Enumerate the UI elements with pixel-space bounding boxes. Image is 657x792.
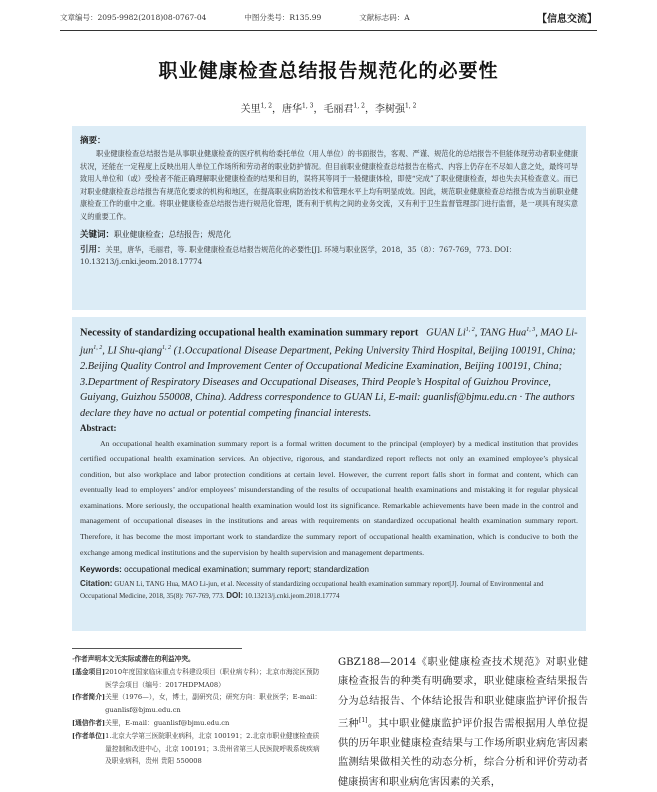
paper-title: 职业健康检查总结报告规范化的必要性	[158, 60, 499, 82]
english-citation-label: Citation:	[80, 579, 113, 589]
footnote-bio	[72, 691, 324, 717]
body-text-part: GBZ188—2014《职业健康检查技术规范》对职业健康检查报告的种类有明确要求，职业健康检查结果报告分为总结报告、个体结论报告和职业健康监护评价报告三种	[338, 657, 588, 730]
english-author: MAO Li-jun	[80, 327, 578, 357]
author-affiliation: 1, 2	[162, 345, 172, 352]
english-author: LI Shu-qiang	[107, 345, 163, 357]
author-affiliation: 1, 3	[302, 102, 314, 110]
document-code: 文献标志码：A	[359, 12, 410, 22]
english-citation-line	[80, 578, 578, 602]
author-affiliation: 1, 2	[404, 102, 417, 110]
footnote-affiliation	[72, 730, 324, 768]
english-abstract-box	[72, 317, 586, 631]
bio-label: [作者简介]	[72, 693, 106, 702]
page-header	[60, 8, 597, 31]
author-name: 关里	[240, 104, 261, 115]
fund-text: 2010年度国家临床重点专科建设项目（职业病专科）；北京市海淀区预防医学会项目（编号：2017HDPMA08）	[105, 667, 320, 689]
conflict-declaration: ·作者声明本文无实际或潜在的利益冲突。	[72, 655, 195, 663]
abstract-text: 职业健康检查总结报告是从事职业健康检查的医疗机构给委托单位（用人单位）的书面报告，客观、严谨、规范化的总结报告不但能体现劳动者职业健康状况，还能在一定程度上反映出用人单位工作场所和劳动者的职业防护情况。但目前职业健康检查总结报告在格式、内容上仍存在不尽如人意之处，最终可导致用人单位和（或）受检者不能正确理解职业健康检查的结果和目的，误将其等同于一般健康体检，即使“完成”了职业健康检查，却也失去其检查意义。而已对职业健康检查总结报告有规范化要求的机构和地区，在提高职业病防治技术和管理水平上均有明显成效。因此，规范职业健康检查总结报告成为当前职业健康检查工作的重中之重。将职业健康检查总结报告进行规范化管理，既有利于机构之间的业务交流，又有利于卫生监督管理部门进行监督，是一项具有现实意义的重要工作。	[80, 149, 578, 221]
footnote-divider	[72, 648, 242, 649]
section-label: 【信息交流】	[537, 13, 597, 25]
english-heading: Necessity of standardizing occupational health examination summary report GUAN Li$^{1, 2}$, TANG Hua$^{1, 3}$, MAO Li-jun$^{1, 2}$, LI Shu-qiang$^{1, 2}$ (1.Occupational Disease Department, Peking University Third Hospital, Beijing 100191, China; 2.Beijing Quality Control and Improvement Center of Occupational Medicine Examination, Beijing 100191, China; 3.Department of Respiratory Diseases and Occupational Diseases, Third People’s Hospital of Guizhou Province, Guiyang, Guizhou 550008, China). Address correspondence to GUAN Li, E-mail: guanlisf@bjmu.edu.cn · The authors declare they have no actual or potential competing financial interests.	[80, 327, 578, 419]
correspondence-label: [通信作者]	[72, 718, 106, 727]
english-affiliations: (1.Occupational Disease Department, Peking University Third Hospital, Beijing 100191, China; 2.Beijing Quality Control and Improvement Center of Occupational Medicine Examination, Beijing 100191, China; 3.Department of Respiratory Diseases and Occupational Diseases, Third People’s Hospital of Guizhou Province, Guiyang, Guizhou 550008, China). Address correspondence to GUAN Li, E-mail: guanlisf@bjmu.edu.cn · The authors declare they have no actual or potential competing financial interests.	[80, 345, 576, 419]
author-name: 毛丽君	[323, 104, 354, 115]
article-number: 文章编号：2095-9982(2018)08-0767-04	[60, 12, 207, 22]
english-citation-text: GUAN Li, TANG Hua, MAO Li-jun, et al. Necessity of standardizing occupational health examination summary report[J]. Journal of Environmental and Occupational Medicine, 2018, 35(8): 767-769, 773.	[80, 580, 544, 601]
citation-label: 引用：	[80, 244, 106, 255]
author-list: 关里$^{1, 2}$，唐华$^{1, 3}$，毛丽君$^{1, 2}$，李树强$^{1, 2}$	[240, 102, 417, 115]
author-name: 唐华	[282, 104, 303, 115]
english-abstract-label: Abstract:	[80, 422, 117, 433]
keywords-line	[80, 228, 578, 240]
abstract-label: 摘要：	[80, 136, 106, 146]
body-text-part: 。其中职业健康监护评价报告需根据用人单位提供的历年职业健康检查结果与工作场所职业病危害因素监测结果做相关性的动态分析，综合分析和评价劳动者健康损害和职业病危害因素的关系，	[338, 718, 588, 788]
english-author: GUAN Li	[426, 327, 466, 339]
english-keywords-line	[80, 565, 578, 574]
author-affiliation: 1, 3	[526, 327, 536, 333]
fund-label: [基金项目]	[72, 667, 106, 676]
classification-number: 中图分类号：R135.99	[244, 12, 322, 22]
keywords-text: 职业健康检查；总结报告；规范化	[114, 229, 231, 239]
doi-label: DOI:	[226, 591, 244, 601]
doi-value: 10.13213/j.cnki.jeom.2018.17774	[244, 592, 340, 601]
author-name: 李树强	[374, 104, 405, 115]
bio-text: 关里（1976—），女，博士，副研究员；研究方向：职业医学；E-mail：guanlisf@bjmu.edu.cn	[105, 693, 322, 715]
citation-text: 关里，唐华，毛丽君，等. 职业健康检查总结报告规范化的必要性[J]. 环境与职业医学，2018，35（8）：767-769，773. DOI：10.13213/j.cnki.jeom.2018.17774	[80, 244, 517, 266]
english-keywords-text: occupational medical examination; summary report; standardization	[124, 565, 369, 575]
english-abstract-text: An occupational health examination summary report is a formal written document to the principal (employer) by a medical institution that provides certified occupational health examination services. An objective, rigorous, and standardized report reflects not only an examined employee’s physical condition, but also workplace and labor protection conditions at certain level. However, the current report falls short in format and content, which can eventually lead to employers’ and/or employees’ misunderstanding of the results of occupational health examinations and mistaking it for regular physical examinations. More seriously, the occupational health examination would lost its significance. Remarkable achievements have been made in the control and management of occupational diseases in the institutions and areas with requirements on standardized occupational health examination summary report. Therefore, it has become the most important work to standardize the summary report of occupational health examination, which is conducive to both the exchange among medical institutions and the supervision by health supervision and management departments.	[80, 438, 578, 557]
author-affiliation: 1, 2	[353, 102, 365, 110]
footnote-fund	[72, 666, 324, 692]
body-paragraph	[338, 653, 588, 792]
author-affiliation: 1, 2	[93, 345, 103, 352]
affiliation-text: 1.北京大学第三医院职业病科，北京 100191；2.北京市职业健康检查质量控制和改进中心，北京 100191；3.贵州省第三人民医院呼吸系统疾病及职业病科，贵州 贵阳 550008	[105, 731, 320, 766]
chinese-abstract-box	[72, 126, 586, 310]
reference-marker[interactable]: [1]	[359, 717, 368, 725]
keywords-label: 关键词：	[80, 229, 115, 240]
english-keywords-label: Keywords:	[80, 565, 122, 575]
author-affiliation: 1, 2	[260, 102, 273, 110]
affiliation-label: [作者单位]	[72, 731, 106, 740]
footnotes	[72, 653, 324, 768]
correspondence-text: 关里，E-mail：guanlisf@bjmu.edu.cn	[105, 718, 230, 727]
english-title: Necessity of standardizing occupational health examination summary report	[80, 327, 419, 339]
footnote-correspondence	[72, 717, 324, 730]
author-affiliation: 1, 2	[465, 327, 475, 333]
english-author: TANG Hua	[479, 327, 527, 339]
citation-line	[80, 244, 578, 268]
